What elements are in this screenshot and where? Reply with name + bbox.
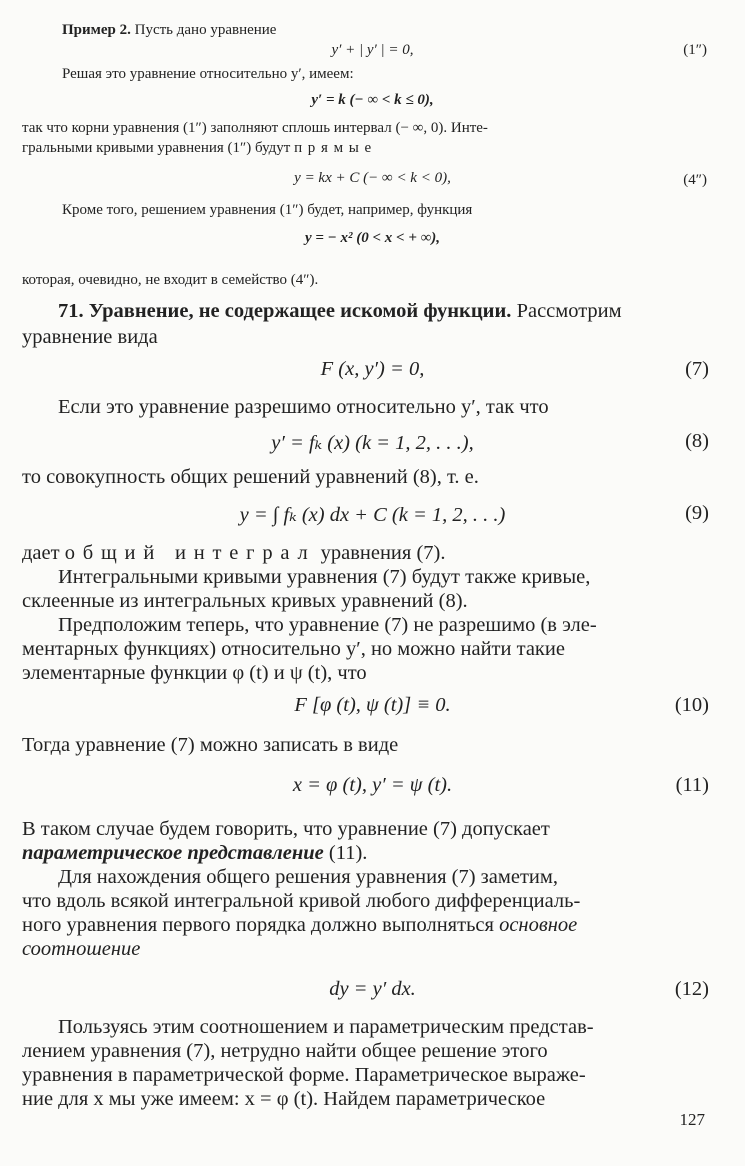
section-heading xyxy=(58,300,622,323)
general-c-pre: ного уравнения первого порядка должно выполняться xyxy=(22,914,494,936)
page-number: 127 xyxy=(679,1110,705,1129)
equation-11-number: (11) xyxy=(675,774,709,796)
equation-10: F [φ (t), ψ (t)] ≡ 0. xyxy=(294,694,451,716)
text-general-c xyxy=(22,914,577,937)
gives-pre: дает xyxy=(22,542,60,564)
section-title: Уравнение, не содержащее искомой функции. xyxy=(88,300,512,322)
equation-k: y′ = k (− ∞ < k ≤ 0), xyxy=(311,92,434,108)
example-heading xyxy=(62,22,276,39)
equation-1pp-number: (1″) xyxy=(683,42,707,58)
parametric-representation-term: параметрическое представление xyxy=(22,842,324,864)
text-if-solvable: Если это уравнение разрешимо относительно y′, так что xyxy=(58,396,549,418)
section-number: 71. xyxy=(58,300,84,322)
text-suppose-a: Предположим теперь, что уравнение (7) не разрешимо (в эле- xyxy=(58,614,597,636)
equation-8-number: (8) xyxy=(685,430,709,452)
example-besides: Кроме того, решением уравнения (1″) будет, например, функция xyxy=(62,202,473,218)
text-then-write: Тогда уравнение (7) можно записать в виде xyxy=(22,734,399,756)
equation-8: y′ = fₖ (x) (k = 1, 2, . . .), xyxy=(271,432,474,454)
section-lead: Рассмотрим xyxy=(516,300,622,322)
text-integral-b: склеенные из интегральных кривых уравнений (8). xyxy=(22,590,468,612)
general-c-italic: основное xyxy=(499,914,578,936)
equation-4pp: y = kx + C (− ∞ < k < 0), xyxy=(294,170,451,186)
case-b-post: (11). xyxy=(328,842,368,864)
roots-text: гральными кривыми уравнения (1″) будут xyxy=(22,140,291,156)
equation-9-number: (9) xyxy=(685,502,709,524)
text-case-a: В таком случае будем говорить, что уравнение (7) допускает xyxy=(22,818,550,840)
text-integral-a: Интегральными кривыми уравнения (7) будут также кривые, xyxy=(58,566,591,588)
example-intro: Пусть дано уравнение xyxy=(134,22,277,38)
example-title: Пример 2. xyxy=(62,22,131,38)
text-case-b xyxy=(22,842,367,865)
text-general-d: соотношение xyxy=(22,938,141,960)
text-using-a: Пользуясь этим соотношением и параметрическим представ- xyxy=(58,1016,594,1038)
equation-9: y = ∫ fₖ (x) dx + C (k = 1, 2, . . .) xyxy=(239,504,506,526)
text-suppose-b: ментарных функциях) относительно y′, но можно найти такие xyxy=(22,638,565,660)
equation-12-number: (12) xyxy=(674,978,709,1000)
equation-7: F (x, y′) = 0, xyxy=(320,358,425,380)
text-using-c: уравнения в параметрической форме. Параметрическое выраже- xyxy=(22,1064,586,1086)
equation-12: dy = y′ dx. xyxy=(329,978,416,1000)
example-roots-line-2 xyxy=(22,140,377,157)
text-general-b: что вдоль всякой интегральной кривой любого дифференциаль- xyxy=(22,890,581,912)
equation-x2: y = − x² (0 < x < + ∞), xyxy=(304,230,441,246)
equation-1pp: y′ + | y′ | = 0, xyxy=(331,42,414,58)
gives-spaced: общий интеграл xyxy=(64,542,316,564)
text-suppose-c: элементарные функции φ (t) и ψ (t), что xyxy=(22,662,367,684)
equation-7-number: (7) xyxy=(685,358,709,380)
example-roots-line: так что корни уравнения (1″) заполняют сплошь интервал (− ∞, 0). Инте- xyxy=(22,120,488,136)
equation-4pp-number: (4″) xyxy=(683,172,707,188)
text-using-d: ние для x мы уже имеем: x = φ (t). Найдем параметрическое xyxy=(22,1088,546,1110)
roots-spaced: прямые xyxy=(294,140,377,156)
example-not-in-family: которая, очевидно, не входит в семейство (4″). xyxy=(22,272,319,288)
gives-post: уравнения (7). xyxy=(320,542,446,564)
text-gives xyxy=(22,542,445,565)
text-using-b: лением уравнения (7), нетрудно найти общее решение этого xyxy=(22,1040,548,1062)
text-general-a: Для нахождения общего решения уравнения (7) заметим, xyxy=(58,866,558,888)
equation-10-number: (10) xyxy=(674,694,709,716)
equation-11: x = φ (t), y′ = ψ (t). xyxy=(292,774,453,796)
example-solving: Решая это уравнение относительно y′, имеем: xyxy=(62,66,354,82)
section-line-2: уравнение вида xyxy=(22,326,158,348)
text-then-set: то совокупность общих решений уравнений (8), т. е. xyxy=(22,466,479,488)
